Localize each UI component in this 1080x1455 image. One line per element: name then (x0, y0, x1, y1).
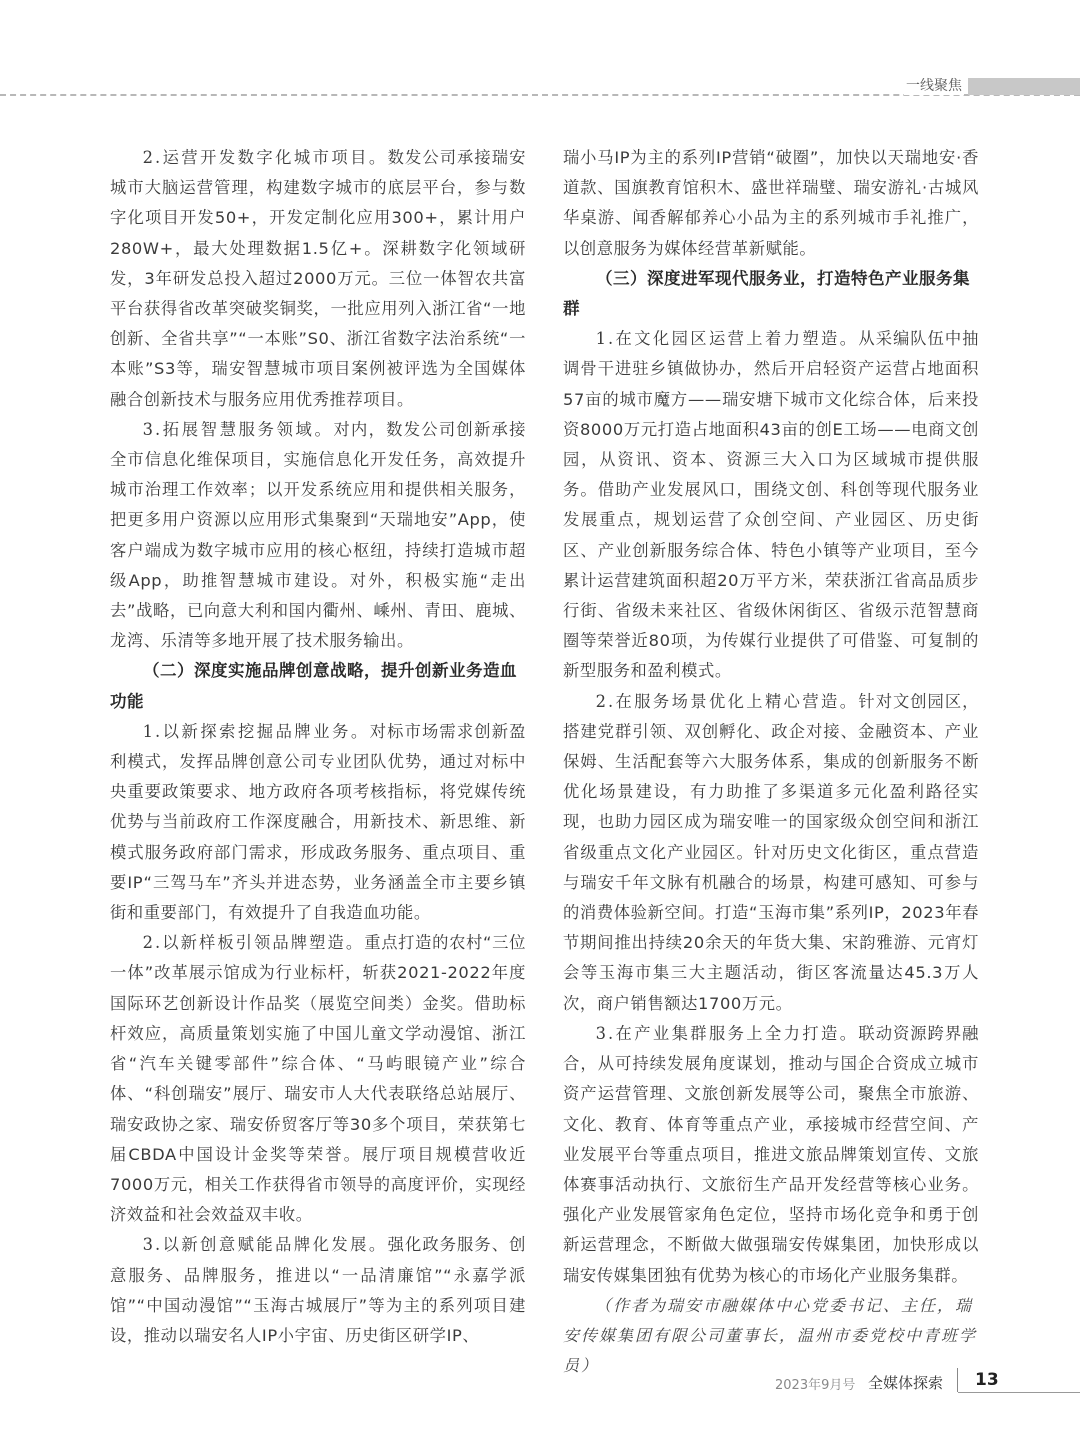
paragraph-lead: 3.在产业集群服务上全力打造。 (595, 1023, 859, 1043)
issue-date: 2023年9月号 (775, 1378, 856, 1393)
author-note: （作者为瑞安市融媒体中心党委书记、主任，瑞安传媒集团有限公司董事长，温州市委党校中青班学员） (563, 1295, 978, 1376)
footer-rule (958, 1392, 1080, 1393)
paragraph-lead: 2.以新样板引领品牌塑造。 (142, 933, 365, 953)
paragraph-text: 联动资源跨界融合，从可持续发展角度谋划，推动与国企合资成立城市资产运营管理、文旅创新发展等公司，聚焦全市旅游、文化、教育、体育等重点产业，承接城市经营空间、产业发展平台等重点项目，推进文旅品牌策划宣传、文旅体赛事活动执行、文旅衍生产品开发经营等核心业务。强化产业发展管家角色定位，坚持市场化竞争和勇于创新运营理念，不断做大做强瑞安传媒集团，加快形成以瑞安传媒集团独有优势为核心的市场化产业服务集群。 (563, 1023, 980, 1285)
paragraph (563, 324, 979, 686)
right-column (563, 143, 979, 1381)
section-label: 一线聚焦 (906, 78, 962, 94)
paragraph-text: 重点打造的农村“三位一体”改革展示馆成为行业标杆，斩获2021-2022年度国际环艺创新设计作品奖（展览空间类）金奖。借助标杆效应，高质量策划实施了中国儿童文学动漫馆、浙江省“汽车关键零部件”综合体、“马屿眼镜产业”综合体、“科创瑞安”展厅、瑞安市人大代表联络总站展厅、瑞安政协之家、瑞安侨贸客厅等30多个项目，荣获第七届CBDA中国设计金奖等荣誉。展厅项目规模营收近7000万元，相关工作获得省市领导的高度评价，实现经济效益和社会效益双丰收。 (110, 933, 526, 1225)
paragraph (110, 928, 526, 1230)
paragraph-continued: 瑞小马IP为主的系列IP营销“破圈”，加快以天瑞地安·香道款、国旗教育馆积木、盛世祥瑞璧、瑞安游礼·古城风华桌游、闻香解郁养心小品为主的系列城市手礼推广，以创意服务为媒体经营革新赋能。 (563, 148, 979, 258)
paragraph (110, 143, 526, 415)
section-heading: （二）深度实施品牌创意战略，提升创新业务造血功能 (110, 661, 517, 711)
paragraph-text: 对内，数发公司创新承接全市信息化维保项目，实施信息化开发任务，高效提升城市治理工作效率；以开发系统应用和提供相关服务，把更多用户资源以应用形式集聚到“天瑞地安”App，使客户端成为数字城市应用的核心枢纽，持续打造城市超级App，助推智慧城市建设。对外，积极实施“走出去”战略，已向意大利和国内衢州、嵊州、青田、鹿城、龙湾、乐清等多地开展了技术服务输出。 (110, 419, 526, 651)
left-column (110, 143, 526, 1351)
page-footer (0, 1368, 1080, 1408)
paragraph-text: 强化政务服务、创意服务、品牌服务，推进以“一品清廉馆”“永嘉学派馆”“中国动漫馆”“玉海古城展厅”等为主的系列项目建设，推动以瑞安名人IP小宇宙、历史街区研学IP、 (110, 1235, 526, 1345)
paragraph-lead: 2.运营开发数字化城市项目。 (142, 148, 388, 167)
section-heading: （三）深度进军现代服务业，打造特色产业服务集群 (563, 268, 970, 319)
footer-divider (957, 1368, 958, 1392)
paragraph-text: 从采编队伍中抽调骨干进驻乡镇做协办，然后开启轻资产运营占地面积57亩的城市魔方——瑞安塘下城市文化综合体，后来投资8000万元打造占地面积43亩的创E工场——电商文创园，从资讯、资本、资源三大入口为区域城市提供服务。借助产业发展风口，围绕文创、科创等现代服务业发展重点，规划运营了众创空间、产业园区、历史街区、产业创新服务综合体、特色小镇等产业项目，至今累计运营建筑面积超20万平方米，荣获浙江省高品质步行街、省级未来社区、省级休闲街区、省级示范智慧商圈等荣誉近80项，为传媒行业提供了可借鉴、可复制的新型服务和盈利模式。 (563, 329, 980, 681)
paragraph-text: 数发公司承接瑞安城市大脑运营管理，构建数字城市的底层平台，参与数字化项目开发50+，开发定制化应用300+，累计用户280W+，最大处理数据1.5亿+。深耕数字化领域研发，3年研发总投入超过2000万元。三位一体智农共富平台获得省改革突破奖铜奖，一批应用列入浙江省“一地创新、全省共享”“一本账”S0、浙江省数字法治系统“一本账”S3等，瑞安智慧城市项目案例被评选为全国媒体融合创新技术与服务应用优秀推荐项目。 (110, 148, 526, 409)
paragraph (110, 415, 526, 657)
paragraph (110, 1230, 526, 1351)
paragraph-lead: 3.拓展智慧服务领域。 (142, 419, 334, 439)
paragraph-text: 对标市场需求创新盈利模式，发挥品牌创意公司专业团队优势，通过对标中央重要政策要求、地方政府各项考核指标，将党媒传统优势与当前政府工作深度融合，用新技术、新思维、新模式服务政府部门需求，形成政务服务、重点项目、重要IP“三驾马车”齐头并进态势，业务涵盖全市主要乡镇街和重要部门，有效提升了自我造血功能。 (110, 721, 526, 923)
paragraph-lead: 1.以新探索挖掘品牌业务。 (142, 721, 370, 741)
page-number: 13 (975, 1370, 999, 1390)
paragraph (110, 717, 526, 928)
paragraph-lead: 1.在文化园区运营上着力塑造。 (595, 329, 859, 349)
page-header (0, 78, 1080, 98)
section-bar (968, 78, 1080, 95)
paragraph-lead: 2.在服务场景优化上精心营造。 (595, 691, 859, 711)
paragraph (563, 687, 979, 1019)
paragraph (563, 1019, 979, 1291)
magazine-name: 全媒体探索 (868, 1374, 944, 1392)
paragraph-text: 针对文创园区，搭建党群引领、双创孵化、政企对接、金融资本、产业保姆、生活配套等六大服务体系，集成的创新服务不断优化场景建设，有力助推了多渠道多元化盈利路径实现，也助力园区成为瑞安唯一的国家级众创空间和浙江省级重点文化产业园区。针对历史文化街区，重点营造与瑞安千年文脉有机融合的场景，构建可感知、可参与的消费体验新空间。打造“玉海市集”系列IP，2023年春节期间推出持续20余天的年货大集、宋韵雅游、元宵灯会等玉海市集三大主题活动，街区客流量达45.3万人次，商户销售额达1700万元。 (563, 691, 980, 1013)
paragraph-lead: 3.以新创意赋能品牌化发展。 (142, 1235, 388, 1255)
